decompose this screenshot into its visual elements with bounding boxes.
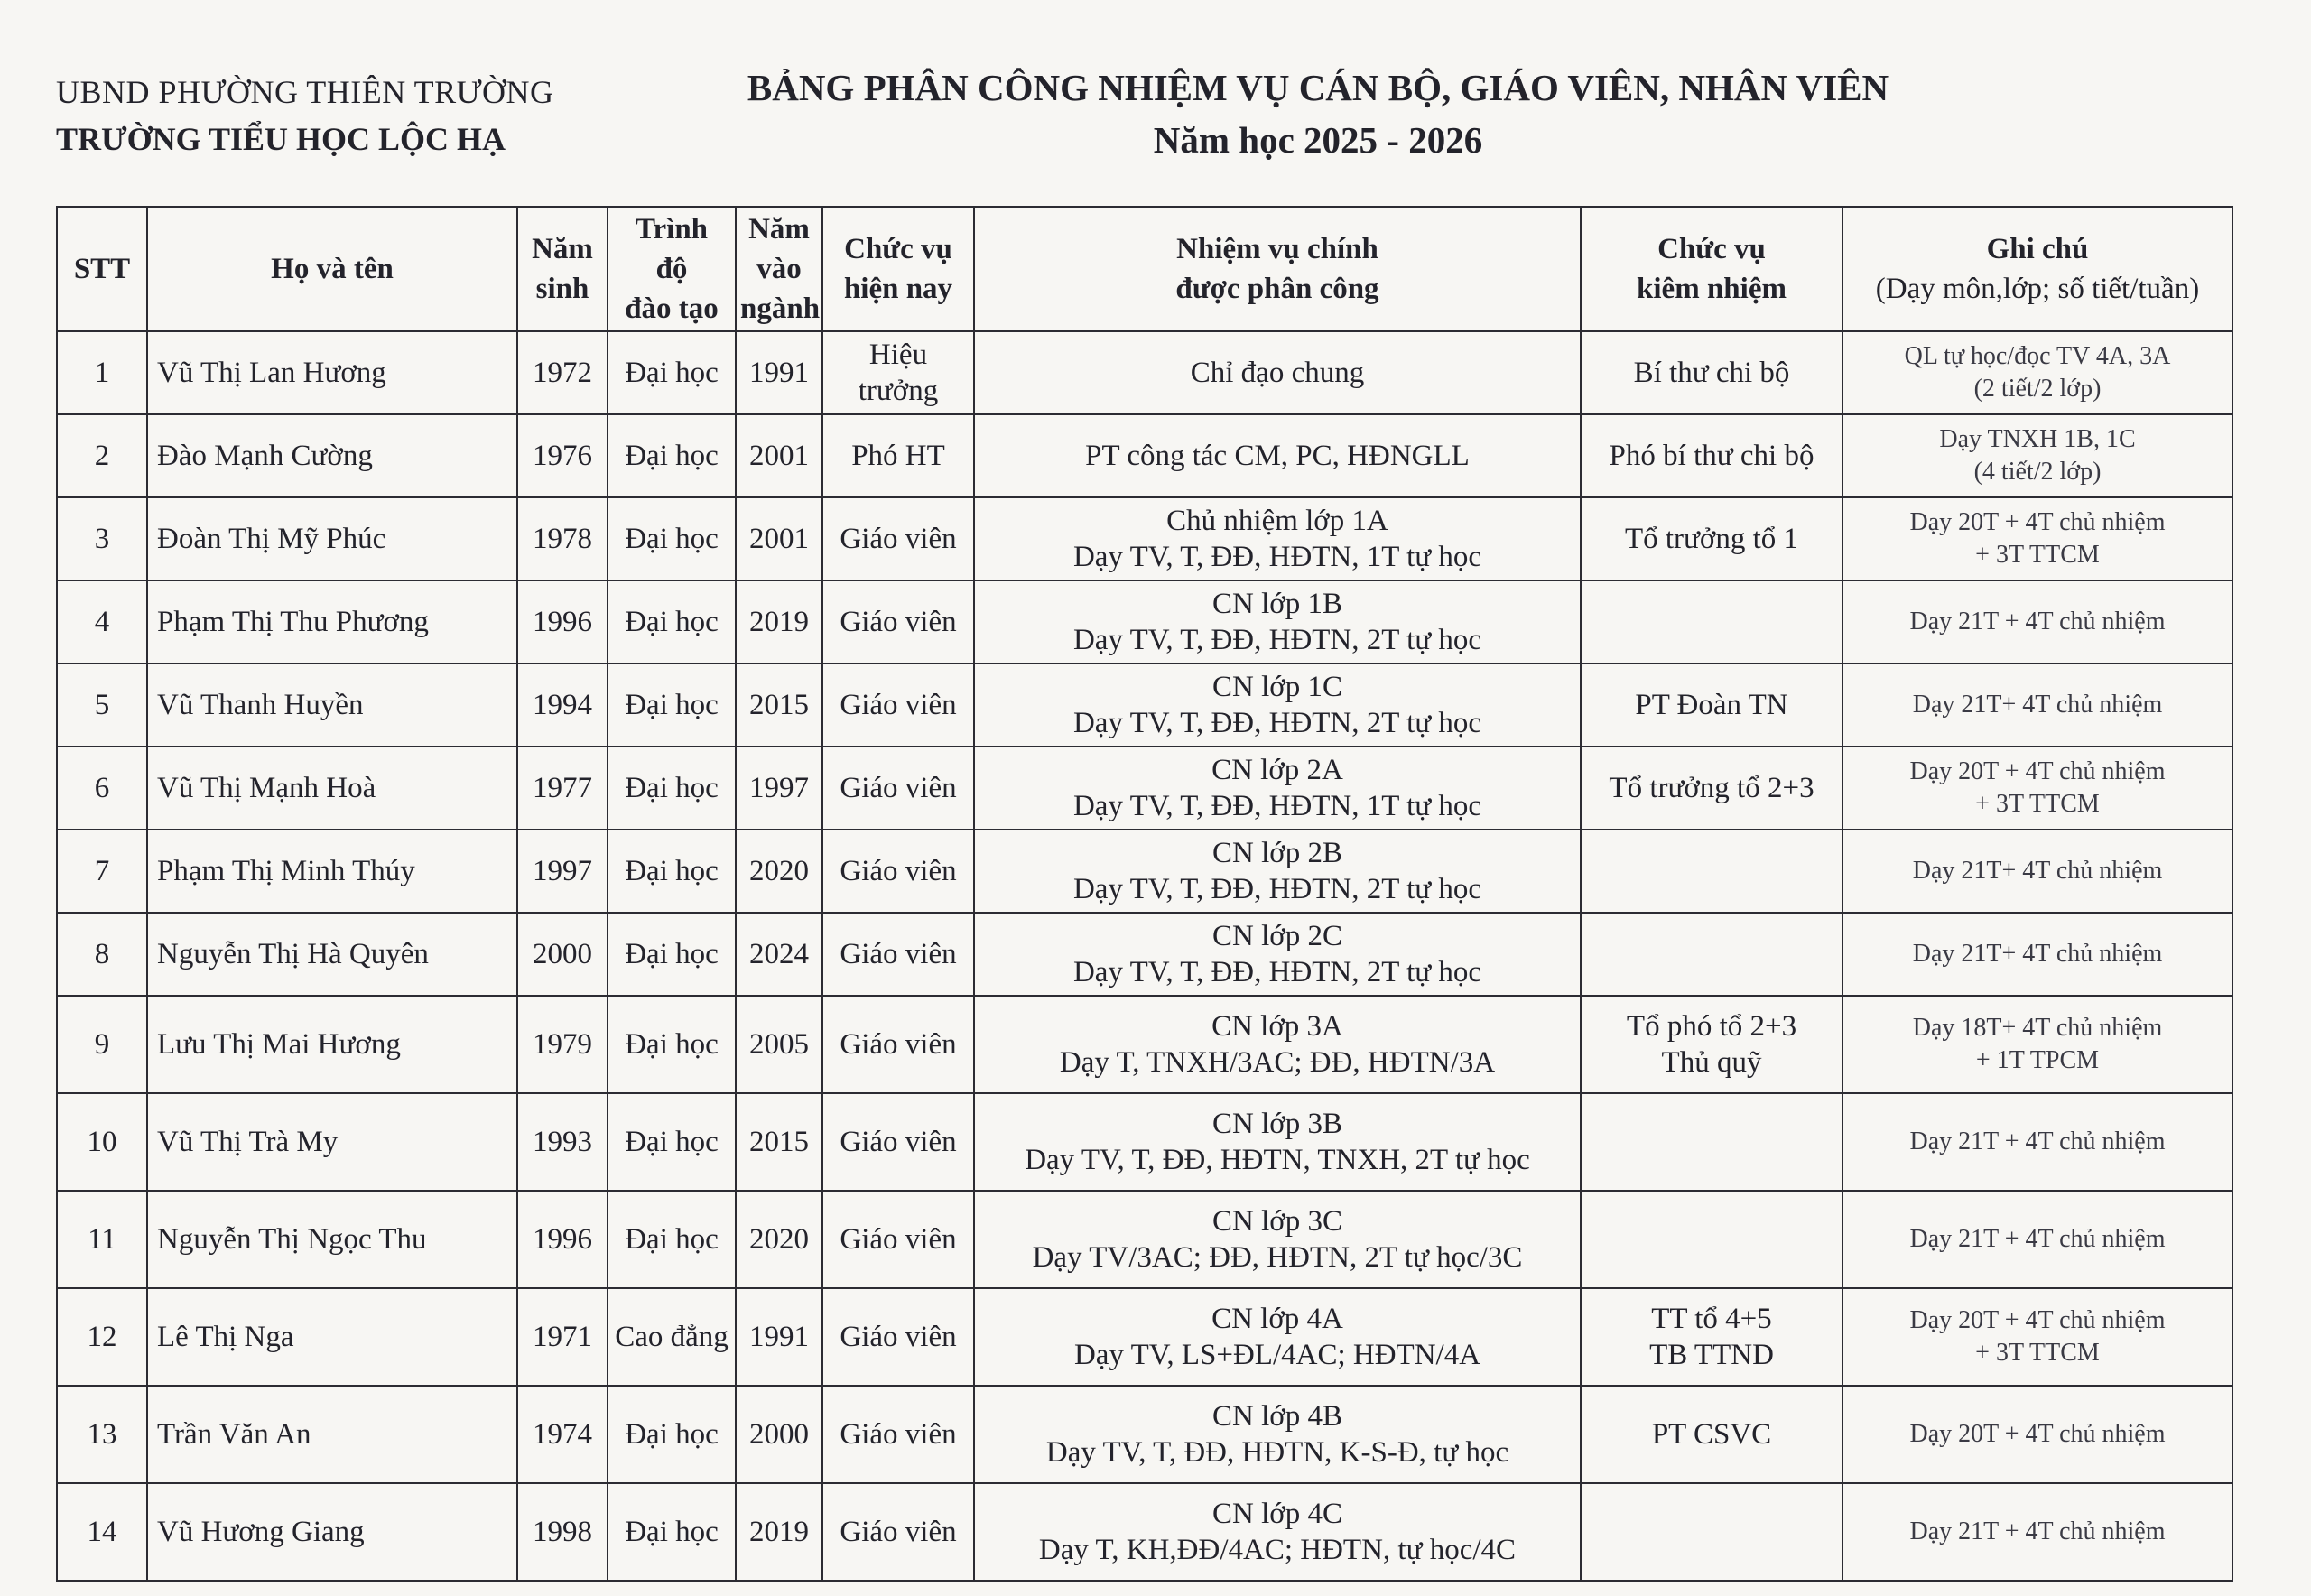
degree-cell (608, 1386, 736, 1483)
note-text: Dạy TNXH 1B, 1C (1939, 425, 2136, 453)
concurrent-role-cell (1581, 663, 1842, 747)
start-year-text: 2020 (749, 1223, 809, 1256)
main-duty-text: CN lớp 4B (1212, 1400, 1342, 1433)
start-year-text: 2015 (749, 1126, 809, 1158)
position-text: Giáo viên (840, 1028, 957, 1061)
start-year-text: 2001 (749, 440, 809, 472)
note-text: + 3T TTCM (1975, 1339, 2100, 1367)
start-year-cell (736, 996, 822, 1093)
org-line-ward: UBND PHƯỜNG THIÊN TRƯỜNG (56, 74, 554, 110)
table-row (57, 830, 2232, 913)
concurrent-role-text: TT tổ 4+5 (1651, 1303, 1772, 1335)
concurrent-role-text: TB TTND (1649, 1339, 1774, 1371)
degree-cell (608, 1093, 736, 1191)
start-year-cell (736, 1288, 822, 1386)
concurrent-role-text: Tổ trưởng tổ 2+3 (1609, 772, 1814, 804)
birth-year-text: 1996 (533, 1223, 592, 1256)
birth-year-text: 1974 (533, 1418, 592, 1451)
start-year-cell (736, 663, 822, 747)
birth-year-text: 1976 (533, 440, 592, 472)
degree-cell (608, 996, 736, 1093)
header-main-duty: Nhiệm vụ chính được phân công (974, 207, 1581, 331)
concurrent-role-cell (1581, 1386, 1842, 1483)
header-position: Chức vụ hiện nay (822, 207, 974, 331)
birth-year-text: 2000 (533, 938, 592, 970)
name-text: Lê Thị Nga (157, 1321, 294, 1353)
note-text: QL tự học/đọc TV 4A, 3A (1904, 342, 2171, 370)
concurrent-role-cell (1581, 1093, 1842, 1191)
note-cell (1842, 913, 2232, 996)
position-text: Giáo viên (840, 689, 957, 721)
stt-cell (57, 331, 147, 414)
position-cell (822, 1483, 974, 1581)
table-row (57, 1093, 2232, 1191)
table-row (57, 1288, 2232, 1386)
stt-text: 13 (87, 1418, 117, 1451)
stt-cell (57, 497, 147, 580)
table-row (57, 996, 2232, 1093)
stt-text: 2 (94, 440, 110, 472)
position-text: Giáo viên (840, 772, 957, 804)
start-year-cell (736, 1386, 822, 1483)
degree-text: Đại học (625, 689, 719, 721)
note-text: Dạy 20T + 4T chủ nhiệm (1909, 1420, 2166, 1448)
degree-text: Đại học (625, 1516, 719, 1548)
name-cell (147, 1093, 517, 1191)
main-duty-text: Dạy T, TNXH/3AC; ĐĐ, HĐTN/3A (1059, 1046, 1496, 1079)
name-cell (147, 996, 517, 1093)
name-text: Trần Văn An (157, 1418, 311, 1451)
name-text: Vũ Thị Lan Hương (157, 357, 386, 389)
name-text: Lưu Thị Mai Hương (157, 1028, 401, 1061)
stt-text: 3 (94, 523, 110, 555)
start-year-text: 1991 (749, 357, 809, 389)
note-cell (1842, 663, 2232, 747)
position-text: Giáo viên (840, 523, 957, 555)
note-text: (2 tiết/2 lớp) (1973, 375, 2102, 403)
birth-year-cell (517, 830, 608, 913)
birth-year-cell (517, 580, 608, 663)
position-text: Giáo viên (840, 1418, 957, 1451)
table-row (57, 747, 2232, 830)
stt-cell (57, 1288, 147, 1386)
birth-year-text: 1972 (533, 357, 592, 389)
start-year-text: 2019 (749, 1516, 809, 1548)
start-year-text: 2015 (749, 689, 809, 721)
name-text: Vũ Thanh Huyền (157, 689, 364, 721)
degree-cell (608, 830, 736, 913)
note-cell (1842, 747, 2232, 830)
table-row (57, 1191, 2232, 1288)
start-year-text: 2020 (749, 855, 809, 887)
start-year-cell (736, 913, 822, 996)
stt-text: 1 (94, 357, 110, 389)
document-title-block (686, 61, 1950, 166)
birth-year-cell (517, 913, 608, 996)
note-cell (1842, 1191, 2232, 1288)
main-duty-text: Dạy TV, T, ĐĐ, HĐTN, 1T tự học (1072, 541, 1482, 573)
degree-cell (608, 913, 736, 996)
birth-year-cell (517, 414, 608, 497)
birth-year-cell (517, 1093, 608, 1191)
birth-year-text: 1971 (533, 1321, 592, 1353)
birth-year-text: 1977 (533, 772, 592, 804)
start-year-cell (736, 331, 822, 414)
degree-cell (608, 331, 736, 414)
name-cell (147, 331, 517, 414)
stt-text: 7 (94, 855, 110, 887)
main-duty-cell (974, 830, 1581, 913)
concurrent-role-text: PT CSVC (1651, 1418, 1772, 1451)
stt-text: 14 (87, 1516, 117, 1548)
stt-cell (57, 1483, 147, 1581)
birth-year-cell (517, 663, 608, 747)
main-duty-text: CN lớp 2B (1212, 837, 1342, 869)
name-cell (147, 580, 517, 663)
start-year-text: 2000 (749, 1418, 809, 1451)
note-text: Dạy 21T + 4T chủ nhiệm (1909, 1517, 2166, 1545)
degree-cell (608, 747, 736, 830)
note-cell (1842, 580, 2232, 663)
table-row (57, 663, 2232, 747)
degree-text: Đại học (625, 855, 719, 887)
stt-cell (57, 1191, 147, 1288)
birth-year-text: 1996 (533, 606, 592, 638)
stt-text: 4 (94, 606, 110, 638)
note-text: Dạy 20T + 4T chủ nhiệm (1909, 1306, 2166, 1334)
document-title: BẢNG PHÂN CÔNG NHIỆM VỤ CÁN BỘ, GIÁO VIÊN, NHÂN VIÊN (747, 67, 1889, 108)
note-text: Dạy 21T + 4T chủ nhiệm (1909, 608, 2166, 636)
concurrent-role-text: Tổ trưởng tổ 1 (1624, 523, 1799, 555)
concurrent-role-cell (1581, 747, 1842, 830)
note-text: Dạy 20T + 4T chủ nhiệm (1909, 757, 2166, 785)
note-text: Dạy 21T+ 4T chủ nhiệm (1912, 857, 2163, 885)
start-year-text: 2019 (749, 606, 809, 638)
concurrent-role-cell (1581, 830, 1842, 913)
position-cell (822, 1386, 974, 1483)
table-row (57, 1483, 2232, 1581)
degree-cell (608, 1191, 736, 1288)
note-cell (1842, 1386, 2232, 1483)
note-cell (1842, 331, 2232, 414)
main-duty-text: CN lớp 2A (1211, 754, 1343, 786)
position-cell (822, 830, 974, 913)
stt-text: 8 (94, 938, 110, 970)
main-duty-text: Chủ nhiệm lớp 1A (1166, 505, 1388, 537)
main-duty-cell (974, 331, 1581, 414)
main-duty-cell (974, 1191, 1581, 1288)
main-duty-text: Dạy TV, T, ĐĐ, HĐTN, 2T tự học (1072, 873, 1482, 905)
note-text: Dạy 20T + 4T chủ nhiệm (1909, 508, 2166, 536)
header-degree: Trình độ đào tạo (608, 207, 736, 331)
stt-cell (57, 913, 147, 996)
name-text: Nguyễn Thị Hà Quyên (157, 938, 429, 970)
degree-text: Đại học (625, 1418, 719, 1451)
name-cell (147, 1191, 517, 1288)
degree-text: Đại học (625, 440, 719, 472)
start-year-text: 1991 (749, 1321, 809, 1353)
main-duty-cell (974, 913, 1581, 996)
school-year: Năm học 2025 - 2026 (1153, 119, 1483, 161)
note-text: + 1T TPCM (1975, 1046, 2100, 1074)
birth-year-text: 1994 (533, 689, 592, 721)
main-duty-text: Chỉ đạo chung (1190, 357, 1365, 389)
main-duty-cell (974, 996, 1581, 1093)
degree-cell (608, 497, 736, 580)
main-duty-text: CN lớp 1B (1212, 588, 1342, 620)
main-duty-text: Dạy TV, T, ĐĐ, HĐTN, 2T tự học (1072, 624, 1482, 656)
main-duty-text: Dạy TV, T, ĐĐ, HĐTN, 2T tự học (1072, 707, 1482, 739)
stt-text: 6 (94, 772, 110, 804)
org-line-school: TRƯỜNG TIỂU HỌC LỘC HẠ (56, 121, 506, 157)
header-birth-year: Năm sinh (517, 207, 608, 331)
assignment-table (56, 206, 2233, 1582)
note-text: + 3T TTCM (1975, 790, 2100, 818)
degree-cell (608, 1288, 736, 1386)
name-cell (147, 663, 517, 747)
degree-text: Đại học (625, 523, 719, 555)
stt-cell (57, 663, 147, 747)
name-text: Nguyễn Thị Ngọc Thu (157, 1223, 427, 1256)
concurrent-role-cell (1581, 414, 1842, 497)
main-duty-text: Dạy T, KH,ĐĐ/4AC; HĐTN, tự học/4C (1038, 1534, 1517, 1566)
stt-cell (57, 1386, 147, 1483)
name-text: Phạm Thị Minh Thúy (157, 855, 415, 887)
degree-cell (608, 1483, 736, 1581)
birth-year-text: 1998 (533, 1516, 592, 1548)
table-row (57, 913, 2232, 996)
birth-year-cell (517, 1191, 608, 1288)
name-cell (147, 913, 517, 996)
note-text: Dạy 21T + 4T chủ nhiệm (1909, 1127, 2166, 1155)
name-cell (147, 830, 517, 913)
main-duty-text: CN lớp 1C (1212, 671, 1342, 703)
name-text: Đào Mạnh Cường (157, 440, 373, 472)
stt-text: 11 (88, 1223, 116, 1256)
main-duty-cell (974, 1093, 1581, 1191)
header-note: Ghi chú (Dạy môn,lớp; số tiết/tuần) (1842, 207, 2232, 331)
main-duty-cell (974, 1483, 1581, 1581)
concurrent-role-text: Thủ quỹ (1661, 1046, 1762, 1079)
start-year-cell (736, 1483, 822, 1581)
name-cell (147, 497, 517, 580)
stt-cell (57, 414, 147, 497)
position-cell (822, 414, 974, 497)
stt-text: 12 (87, 1321, 117, 1353)
degree-cell (608, 414, 736, 497)
main-duty-text: CN lớp 3C (1212, 1205, 1342, 1238)
note-text: Dạy 18T+ 4T chủ nhiệm (1912, 1014, 2163, 1042)
position-text: Phó HT (851, 440, 945, 472)
position-cell (822, 1288, 974, 1386)
name-cell (147, 1483, 517, 1581)
position-cell (822, 913, 974, 996)
note-text: + 3T TTCM (1975, 541, 2100, 569)
header-name: Họ và tên (147, 207, 517, 331)
note-cell (1842, 1093, 2232, 1191)
position-text: Giáo viên (840, 1516, 957, 1548)
position-text: Hiệu trưởng (858, 339, 939, 407)
start-year-cell (736, 747, 822, 830)
position-cell (822, 580, 974, 663)
concurrent-role-cell (1581, 913, 1842, 996)
name-cell (147, 1288, 517, 1386)
main-duty-text: CN lớp 4C (1212, 1498, 1342, 1530)
concurrent-role-cell (1581, 1191, 1842, 1288)
main-duty-text: Dạy TV, T, ĐĐ, HĐTN, 2T tự học (1072, 956, 1482, 988)
main-duty-cell (974, 747, 1581, 830)
position-text: Giáo viên (840, 606, 957, 638)
stt-text: 9 (94, 1028, 110, 1061)
position-text: Giáo viên (840, 855, 957, 887)
table-row (57, 331, 2232, 414)
position-cell (822, 1191, 974, 1288)
degree-text: Đại học (625, 606, 719, 638)
note-text: Dạy 21T+ 4T chủ nhiệm (1912, 940, 2163, 968)
birth-year-text: 1997 (533, 855, 592, 887)
birth-year-cell (517, 497, 608, 580)
concurrent-role-cell (1581, 1483, 1842, 1581)
main-duty-text: PT công tác CM, PC, HĐNGLL (1085, 440, 1470, 472)
birth-year-cell (517, 1386, 608, 1483)
table-row (57, 580, 2232, 663)
main-duty-cell (974, 1288, 1581, 1386)
header-stt: STT (57, 207, 147, 331)
stt-cell (57, 580, 147, 663)
name-cell (147, 747, 517, 830)
degree-text: Đại học (625, 938, 719, 970)
name-cell (147, 414, 517, 497)
position-cell (822, 663, 974, 747)
start-year-cell (736, 497, 822, 580)
main-duty-text: CN lớp 3B (1212, 1108, 1342, 1140)
main-duty-text: Dạy TV, T, ĐĐ, HĐTN, K-S-Đ, tự học (1045, 1436, 1509, 1469)
table-header-row (57, 207, 2232, 331)
position-cell (822, 497, 974, 580)
name-text: Vũ Thị Trà My (157, 1126, 339, 1158)
name-text: Vũ Hương Giang (157, 1516, 365, 1548)
start-year-text: 2005 (749, 1028, 809, 1061)
stt-cell (57, 830, 147, 913)
start-year-cell (736, 830, 822, 913)
main-duty-text: Dạy TV, T, ĐĐ, HĐTN, TNXH, 2T tự học (1025, 1144, 1530, 1176)
main-duty-text: CN lớp 2C (1212, 920, 1342, 952)
name-cell (147, 1386, 517, 1483)
main-duty-cell (974, 580, 1581, 663)
degree-cell (608, 580, 736, 663)
table-row (57, 414, 2232, 497)
main-duty-text: Dạy TV, T, ĐĐ, HĐTN, 1T tự học (1072, 790, 1482, 822)
birth-year-cell (517, 996, 608, 1093)
note-text: (4 tiết/2 lớp) (1973, 458, 2102, 486)
table-row (57, 1386, 2232, 1483)
position-cell (822, 747, 974, 830)
position-cell (822, 996, 974, 1093)
name-text: Vũ Thị Mạnh Hoà (157, 772, 376, 804)
birth-year-text: 1993 (533, 1126, 592, 1158)
note-cell (1842, 996, 2232, 1093)
main-duty-text: CN lớp 3A (1211, 1010, 1343, 1043)
note-cell (1842, 414, 2232, 497)
position-text: Giáo viên (840, 1126, 957, 1158)
note-cell (1842, 830, 2232, 913)
degree-text: Đại học (625, 772, 719, 804)
stt-text: 5 (94, 689, 110, 721)
main-duty-cell (974, 497, 1581, 580)
birth-year-cell (517, 1288, 608, 1386)
note-text: Dạy 21T + 4T chủ nhiệm (1909, 1225, 2166, 1253)
header-concurrent-role: Chức vụ kiêm nhiệm (1581, 207, 1842, 331)
main-duty-text: Dạy TV, LS+ĐL/4AC; HĐTN/4A (1073, 1339, 1481, 1371)
main-duty-text: CN lớp 4A (1211, 1303, 1343, 1335)
concurrent-role-cell (1581, 996, 1842, 1093)
start-year-text: 2001 (749, 523, 809, 555)
note-cell (1842, 1483, 2232, 1581)
start-year-cell (736, 1093, 822, 1191)
degree-text: Đại học (625, 1028, 719, 1061)
start-year-cell (736, 580, 822, 663)
concurrent-role-text: Phó bí thư chi bộ (1609, 440, 1814, 472)
stt-text: 10 (87, 1126, 117, 1158)
concurrent-role-cell (1581, 331, 1842, 414)
stt-cell (57, 996, 147, 1093)
birth-year-cell (517, 1483, 608, 1581)
stt-cell (57, 1093, 147, 1191)
position-text: Giáo viên (840, 1223, 957, 1256)
position-cell (822, 1093, 974, 1191)
position-text: Giáo viên (840, 1321, 957, 1353)
note-cell (1842, 497, 2232, 580)
position-text: Giáo viên (840, 938, 957, 970)
birth-year-cell (517, 747, 608, 830)
birth-year-text: 1979 (533, 1028, 592, 1061)
degree-text: Đại học (625, 1126, 719, 1158)
header-start-year: Năm vào ngành (736, 207, 822, 331)
organization-header (56, 69, 554, 162)
concurrent-role-text: Tổ phó tổ 2+3 (1626, 1010, 1797, 1043)
stt-cell (57, 747, 147, 830)
degree-text: Đại học (625, 1223, 719, 1256)
birth-year-text: 1978 (533, 523, 592, 555)
degree-text: Cao đẳng (615, 1321, 729, 1353)
position-cell (822, 331, 974, 414)
concurrent-role-cell (1581, 1288, 1842, 1386)
name-text: Phạm Thị Thu Phương (157, 606, 429, 638)
degree-text: Đại học (625, 357, 719, 389)
main-duty-cell (974, 663, 1581, 747)
concurrent-role-text: Bí thư chi bộ (1633, 357, 1790, 389)
start-year-text: 2024 (749, 938, 809, 970)
table-row (57, 497, 2232, 580)
note-text: Dạy 21T+ 4T chủ nhiệm (1912, 691, 2163, 719)
concurrent-role-cell (1581, 580, 1842, 663)
concurrent-role-text: PT Đoàn TN (1635, 689, 1788, 721)
main-duty-cell (974, 1386, 1581, 1483)
start-year-text: 1997 (749, 772, 809, 804)
concurrent-role-cell (1581, 497, 1842, 580)
name-text: Đoàn Thị Mỹ Phúc (157, 523, 386, 555)
degree-cell (608, 663, 736, 747)
start-year-cell (736, 414, 822, 497)
main-duty-cell (974, 414, 1581, 497)
birth-year-cell (517, 331, 608, 414)
note-cell (1842, 1288, 2232, 1386)
main-duty-text: Dạy TV/3AC; ĐĐ, HĐTN, 2T tự học/3C (1032, 1241, 1523, 1274)
start-year-cell (736, 1191, 822, 1288)
